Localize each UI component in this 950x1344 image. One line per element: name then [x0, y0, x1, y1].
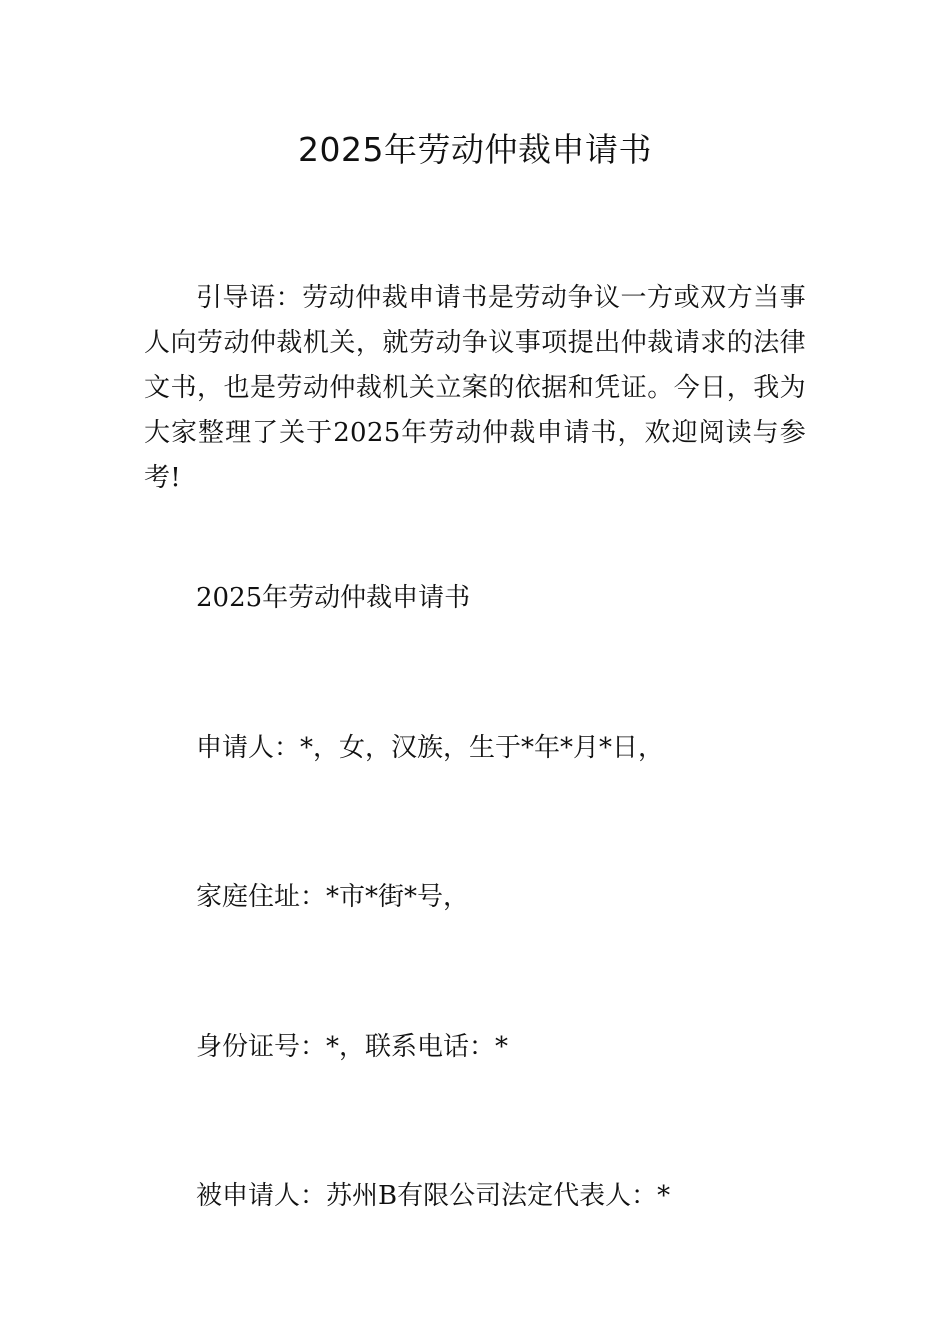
section-subtitle: 2025年劳动仲裁申请书: [196, 583, 471, 613]
intro-paragraph: 引导语：劳动仲裁申请书是劳动争议一方或双方当事人向劳动仲裁机关，就劳动争议事项提出仲裁请求的法律文书，也是劳动仲裁机关立案的依据和凭证。今日，我为大家整理了关于2025年劳动仲裁申请书，欢迎阅读与参考!: [144, 283, 806, 493]
id-contact-line: 身份证号：*，联系电话：*: [196, 1032, 509, 1062]
applicant-line: 申请人：*，女，汉族，生于*年*月*日，: [196, 733, 665, 763]
respondent-line: 被申请人：苏州B有限公司法定代表人：*: [196, 1181, 671, 1211]
address-line: 家庭住址：*市*街*号，: [196, 882, 470, 912]
document-title: 2025年劳动仲裁申请书: [298, 130, 652, 169]
